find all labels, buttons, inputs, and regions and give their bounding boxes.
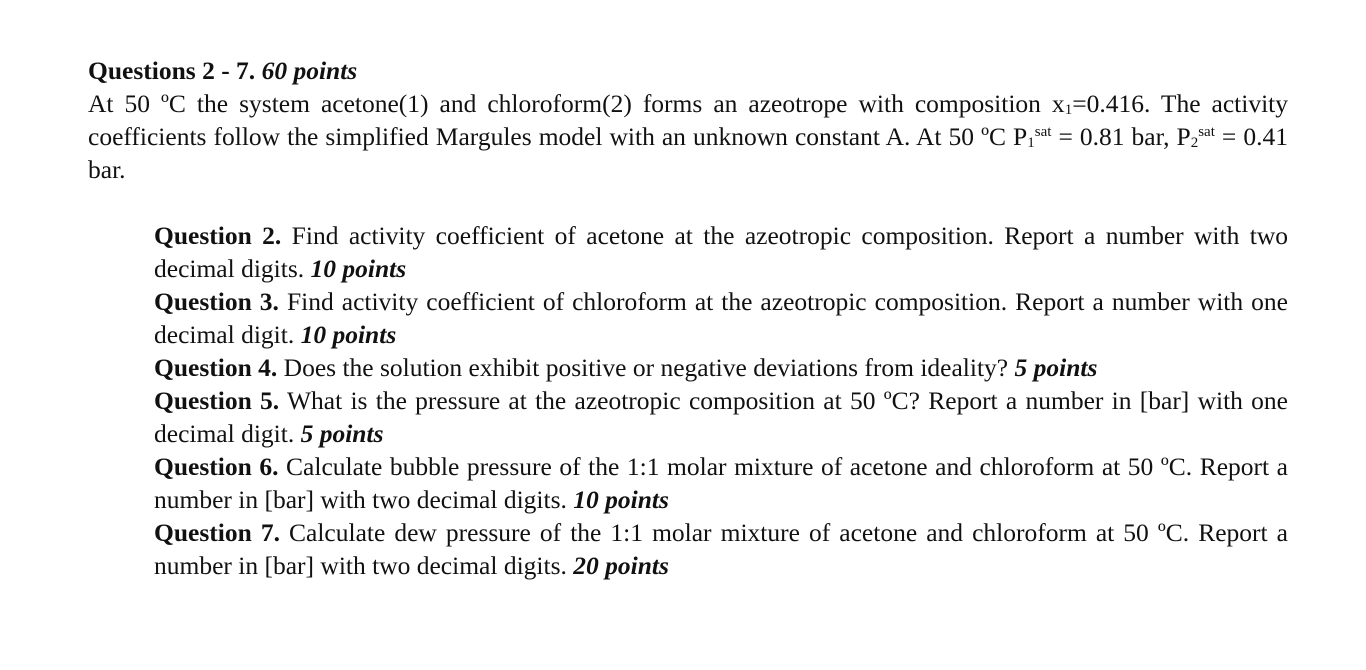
question-label: Question 7. xyxy=(154,518,280,547)
question-text: Calculate bubble pressure of the 1:1 molar mixture of acetone and chloroform at 50 ºC. Report a number in [bar] with two decimal digits. xyxy=(154,452,1288,514)
question-label: Question 3. xyxy=(154,287,279,316)
question-text: Find activity coefficient of acetone at the azeotropic composition. Report a number with two decimal digits. xyxy=(154,221,1288,283)
question-text: Calculate dew pressure of the 1:1 molar mixture of acetone and chloroform at 50 ºC. Report a number in [bar] with two decimal digits. xyxy=(154,518,1288,580)
intro-text-1: At 50 ºC the system acetone(1) and chloroform(2) forms an azeotrope with composition x xyxy=(88,89,1065,118)
p1-superscript: sat xyxy=(1034,124,1052,140)
p2-subscript: 2 xyxy=(1190,135,1199,151)
question-points: 5 points xyxy=(1014,353,1098,382)
intro-text-2: =0.416. The activity coefficients follow the simplified Margules model with an unknown constant A. At 50 ºC P xyxy=(88,89,1288,151)
question-label: Question 4. xyxy=(154,353,278,382)
question-7 xyxy=(154,516,1288,582)
question-points: 10 points xyxy=(300,320,397,349)
p2-superscript: sat xyxy=(1198,124,1215,140)
question-3 xyxy=(154,285,1288,351)
question-points: 10 points xyxy=(573,485,669,514)
p1-subscript: 1 xyxy=(1027,135,1035,151)
question-label: Question 6. xyxy=(154,452,279,481)
question-points: 5 points xyxy=(300,419,384,448)
question-points: 10 points xyxy=(310,254,407,283)
intro-text-3: = 0.81 bar, P xyxy=(1051,122,1191,151)
x-subscript: 1 xyxy=(1064,102,1073,118)
question-2 xyxy=(154,219,1288,285)
heading-label: Questions 2 - 7. xyxy=(88,56,256,85)
question-5 xyxy=(154,384,1288,450)
question-list xyxy=(154,219,1288,582)
heading-points: 60 points xyxy=(261,56,358,85)
question-points: 20 points xyxy=(573,551,669,580)
document-body xyxy=(88,54,1288,582)
question-6 xyxy=(154,450,1288,516)
question-text: What is the pressure at the azeotropic composition at 50 ºC? Report a number in [bar] with one decimal digit. xyxy=(154,386,1288,448)
question-text: Does the solution exhibit positive or negative deviations from ideality? xyxy=(283,353,1009,382)
section-heading xyxy=(88,54,1288,87)
intro-text-4: = 0.41 bar. xyxy=(88,122,1288,184)
problem-statement xyxy=(88,87,1288,186)
question-label: Question 5. xyxy=(154,386,280,415)
question-text: Find activity coefficient of chloroform at the azeotropic composition. Report a number with one decimal digit. xyxy=(154,287,1288,349)
question-4 xyxy=(154,351,1288,384)
question-label: Question 2. xyxy=(154,221,282,250)
